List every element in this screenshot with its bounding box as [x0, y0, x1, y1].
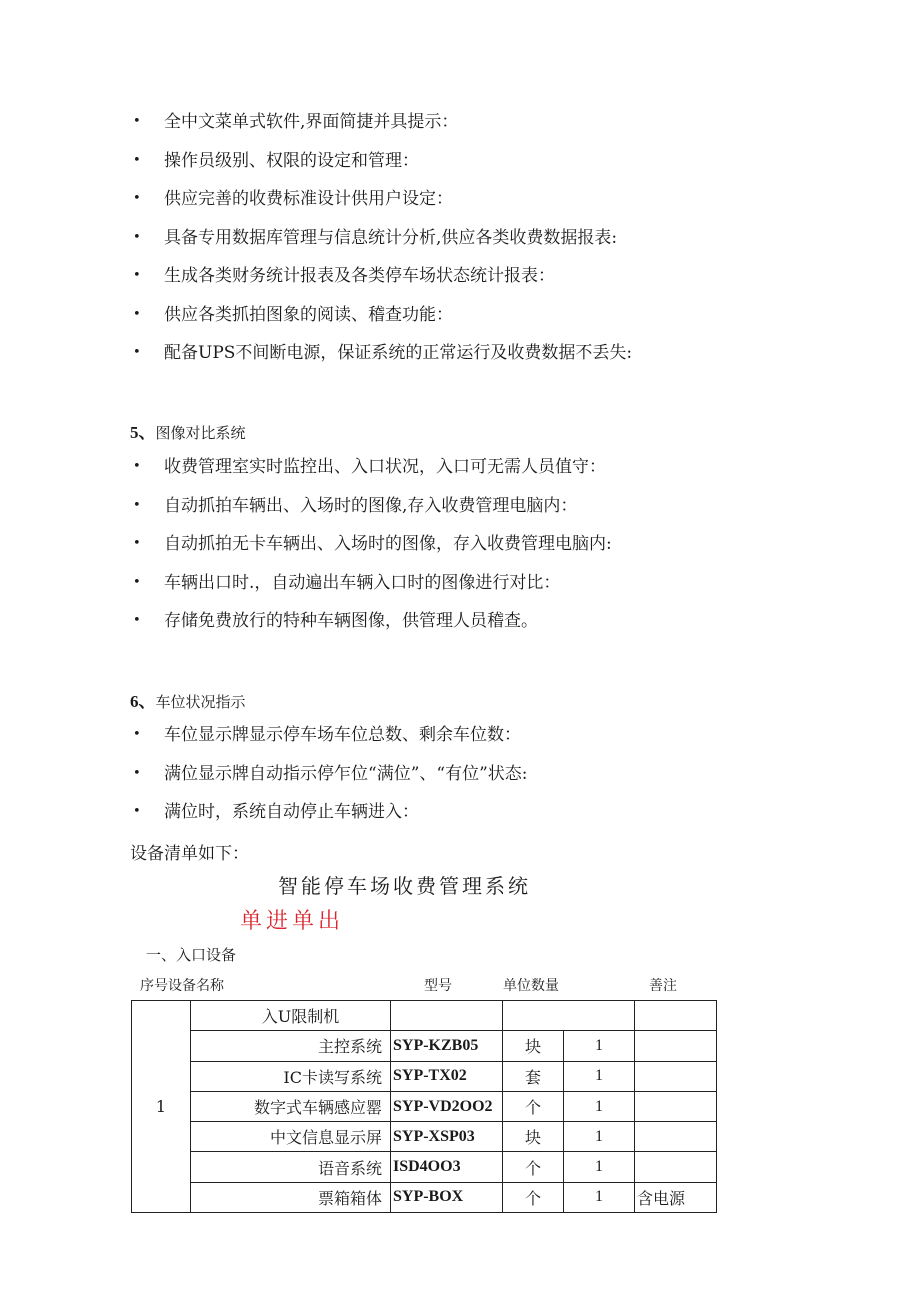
subsection-heading-entrance: 一、入口设备	[146, 946, 237, 964]
list-item: • 操作员级别、权限的设定和管理：	[130, 142, 632, 181]
table-cell-note: 含电源	[635, 1182, 717, 1212]
list-item: • 供应各类抓拍图象的阅读、稽查功能：	[130, 296, 632, 335]
list-item: • 自动抓拍无卡车辆出、入场时的图像，存入收费管理电脑内:	[130, 525, 612, 564]
table-cell-unit: 块	[503, 1122, 564, 1152]
column-header-model: 型号	[424, 978, 452, 994]
feature-list-top	[130, 103, 632, 373]
list-item: • 满位显示牌自动指示停乍位“满位”、“有位”状态:	[130, 755, 528, 794]
table-cell-qty: 1	[564, 1152, 635, 1182]
table-cell-unit: 个	[503, 1091, 564, 1121]
list-item: • 车辆出口时.，自动遍出车辆入口时的图像进行对比：	[130, 564, 612, 603]
equipment-table	[131, 1000, 717, 1213]
bullet-icon: •	[133, 727, 141, 742]
bullet-icon: •	[133, 306, 141, 322]
table-cell-model: SYP-VD2OO2	[391, 1091, 503, 1121]
table-cell-empty	[503, 1001, 635, 1031]
table-cell-group-name: 入U限制机	[191, 1001, 391, 1031]
list-item: • 供应完善的收费标准设计供用户设定：	[130, 180, 632, 219]
table-cell-name: IC卡读写系统	[191, 1061, 391, 1091]
table-cell-empty	[635, 1001, 717, 1031]
bullet-icon: •	[133, 613, 141, 628]
document-title: 智能停车场收费管理系统	[278, 874, 531, 898]
bullet-icon: •	[133, 536, 141, 551]
table-cell-note	[635, 1152, 717, 1182]
table-cell-model: SYP-XSP03	[391, 1122, 503, 1152]
section-heading-space-status: 6、车位状况指示	[130, 692, 246, 711]
bullet-icon: •	[133, 268, 141, 283]
document-subtitle: 单进单出	[240, 909, 345, 934]
table-cell-note	[635, 1122, 717, 1152]
list-item: • 具备专用数据库管理与信息统计分析,供应各类收费数据报表:	[130, 219, 632, 258]
table-cell-name: 数字式车辆感应罂	[191, 1091, 391, 1121]
bullet-icon: •	[133, 459, 141, 474]
bullet-icon: •	[133, 191, 141, 206]
table-cell-model: SYP-BOX	[391, 1182, 503, 1212]
table-cell-unit: 块	[503, 1031, 564, 1061]
table-cell-model: ISD4OO3	[391, 1152, 503, 1182]
list-item: • 配备UPS不间断电源，保证系统的正常运行及收费数据不丢失:	[130, 334, 632, 373]
list-item: • 满位时，系统自动停止车辆进入：	[130, 793, 528, 832]
bullet-icon: •	[133, 804, 141, 819]
column-header-unit-qty: 单位数量	[503, 978, 559, 994]
table-row	[132, 1091, 717, 1121]
bullet-icon: •	[133, 152, 141, 168]
table-cell-unit: 个	[503, 1152, 564, 1182]
list-item: • 全中文菜单式软件,界面简捷并具提示：	[130, 103, 632, 142]
table-cell-seq: 1	[132, 1001, 191, 1213]
table-cell-unit: 个	[503, 1182, 564, 1212]
table-cell-note	[635, 1061, 717, 1091]
table-row	[132, 1122, 717, 1152]
table-row	[132, 1061, 717, 1091]
table-cell-model: SYP-KZB05	[391, 1031, 503, 1061]
list-item: • 自动抓拍车辆出、入场时的图像,存入收费管理电脑内：	[130, 487, 612, 526]
table-row	[132, 1031, 717, 1061]
table-row	[132, 1182, 717, 1212]
table-cell-name: 中文信息显示屏	[191, 1122, 391, 1152]
table-cell-model: SYP-TX02	[391, 1061, 503, 1091]
column-header-note: 善注	[649, 978, 677, 994]
table-cell-qty: 1	[564, 1061, 635, 1091]
table-cell-name: 票箱箱体	[191, 1182, 391, 1212]
table-cell-note	[635, 1091, 717, 1121]
list-item: • 收费管理室实时监控出、入口状况，入口可无需人员值守：	[130, 448, 612, 487]
table-cell-empty	[391, 1001, 503, 1031]
table-cell-name: 主控系统	[191, 1031, 391, 1061]
table-cell-qty: 1	[564, 1091, 635, 1121]
table-cell-note	[635, 1031, 717, 1061]
feature-list-space-status	[130, 716, 528, 832]
bullet-icon: •	[133, 765, 141, 781]
table-cell-name: 语音系统	[191, 1152, 391, 1182]
table-row	[132, 1152, 717, 1182]
table-cell-unit: 套	[503, 1061, 564, 1091]
column-header-seq-name: 序号设备名称	[140, 978, 224, 994]
bullet-icon: •	[133, 574, 141, 590]
table-row	[132, 1001, 717, 1031]
bullet-icon: •	[133, 345, 141, 360]
list-item: • 车位显示牌显示停车场车位总数、剩余车位数：	[130, 716, 528, 755]
list-item: • 生成各类财务统计报表及各类停车场状态统计报表：	[130, 257, 632, 296]
feature-list-image-comparison	[130, 448, 612, 641]
section-heading-image-comparison: 5、图像对比系统	[130, 423, 246, 442]
equipment-list-intro: 设备清单如下：	[130, 844, 249, 864]
table-cell-qty: 1	[564, 1182, 635, 1212]
bullet-icon: •	[133, 497, 141, 513]
bullet-icon: •	[133, 114, 141, 129]
table-cell-qty: 1	[564, 1031, 635, 1061]
bullet-icon: •	[133, 229, 141, 245]
table-cell-qty: 1	[564, 1122, 635, 1152]
list-item: • 存储免费放行的特种车辆图像，供管理人员稽查。	[130, 602, 612, 641]
